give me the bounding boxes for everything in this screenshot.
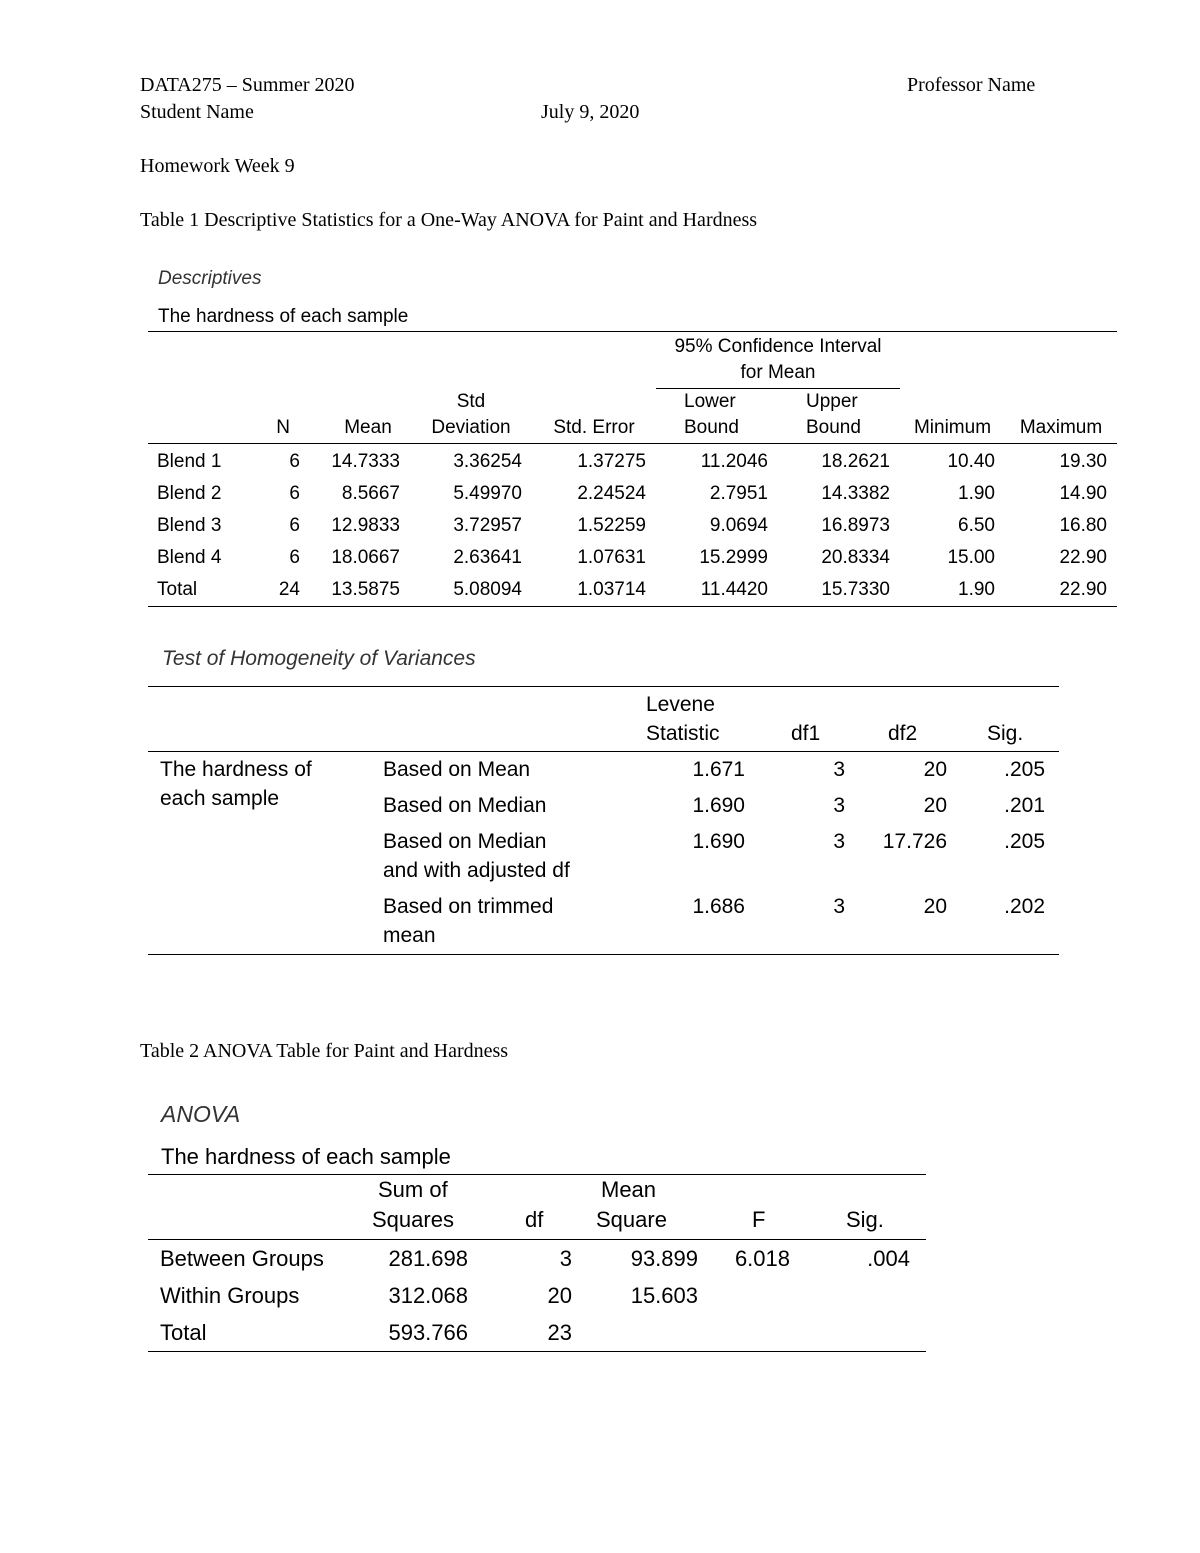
col-df2: df2	[859, 687, 961, 752]
col-mean-square: Mean Square	[588, 1175, 714, 1240]
col-n: N	[248, 389, 310, 444]
table-row: Based on trimmed mean 1.686 3 20 .202	[383, 895, 1045, 947]
homogeneity-header-row	[148, 687, 1059, 752]
col-maximum: Maximum	[1005, 389, 1117, 444]
table-row: The hardness of each sample Based on Mean 1.671 3 20 .205	[148, 752, 1059, 789]
col-minimum: Minimum	[900, 389, 1005, 444]
col-mean: Mean	[310, 389, 410, 444]
table-row: Between Groups 281.698 3 93.899 6.018 .004	[160, 1245, 910, 1271]
table-row: Blend 1 6 14.7333 3.36254 1.37275 11.2046 18.2621 10.40 19.30	[157, 451, 1107, 472]
col-df: df	[484, 1175, 588, 1240]
col-df1: df1	[759, 687, 859, 752]
table-row: Based on Median 1.690 3 20 .201	[383, 794, 1045, 817]
course-title: DATA275 – Summer 2020	[140, 74, 355, 96]
ci-header-line-2: for Mean	[740, 362, 816, 383]
col-sig: Sig.	[806, 1175, 926, 1240]
col-std-error: Std. Error	[532, 389, 656, 444]
anova-subtitle: The hardness of each sample	[161, 1144, 451, 1169]
descriptives-header-row-2	[148, 389, 1117, 444]
table2-caption: Table 2 ANOVA Table for Paint and Hardness	[140, 1040, 509, 1062]
student-name: Student Name	[140, 101, 254, 123]
table-row: Based on Median and with adjusted df 1.690 3 17.726 .205	[383, 830, 1045, 882]
anova-table	[148, 1174, 926, 1352]
table-row: Blend 2 6 8.5667 5.49970 2.24524 2.7951 14.3382 1.90 14.90	[157, 483, 1107, 504]
descriptives-table	[148, 331, 1117, 607]
homogeneity-table	[148, 686, 1059, 955]
col-sig: Sig.	[961, 687, 1059, 752]
anova-title: ANOVA	[161, 1101, 241, 1127]
descriptives-header-row-1	[148, 332, 1117, 389]
col-f: F	[714, 1175, 806, 1240]
homogeneity-variable: The hardness of each sample	[160, 758, 312, 810]
ci-header-line-1: 95% Confidence Interval	[674, 336, 882, 357]
anova-header-row	[148, 1175, 926, 1240]
descriptives-title: Descriptives	[158, 268, 262, 289]
document-date: July 9, 2020	[541, 101, 640, 123]
homogeneity-title: Test of Homogeneity of Variances	[162, 647, 476, 670]
col-lower-bound: Lower Bound	[656, 389, 778, 444]
homework-title: Homework Week 9	[140, 155, 295, 177]
table1-caption: Table 1 Descriptive Statistics for a One-Way ANOVA for Paint and Hardness	[140, 209, 758, 231]
professor-name: Professor Name	[907, 74, 1036, 96]
table-row: Within Groups 312.068 20 15.603	[160, 1282, 698, 1308]
table-row: Total 593.766 23	[160, 1319, 572, 1345]
table-row: Total 24 13.5875 5.08094 1.03714 11.4420 15.7330 1.90 22.90	[157, 579, 1107, 600]
table-row: Blend 4 6 18.0667 2.63641 1.07631 15.2999 20.8334 15.00 22.90	[157, 547, 1107, 568]
col-upper-bound: Upper Bound	[778, 389, 900, 444]
descriptives-subtitle: The hardness of each sample	[158, 306, 409, 327]
col-std-deviation: Std Deviation	[410, 389, 532, 444]
table-row: Blend 3 6 12.9833 3.72957 1.52259 9.0694 16.8973 6.50 16.80	[157, 515, 1107, 536]
col-sum-of-squares: Sum of Squares	[370, 1175, 484, 1240]
col-levene-statistic: Levene Statistic	[646, 687, 759, 752]
